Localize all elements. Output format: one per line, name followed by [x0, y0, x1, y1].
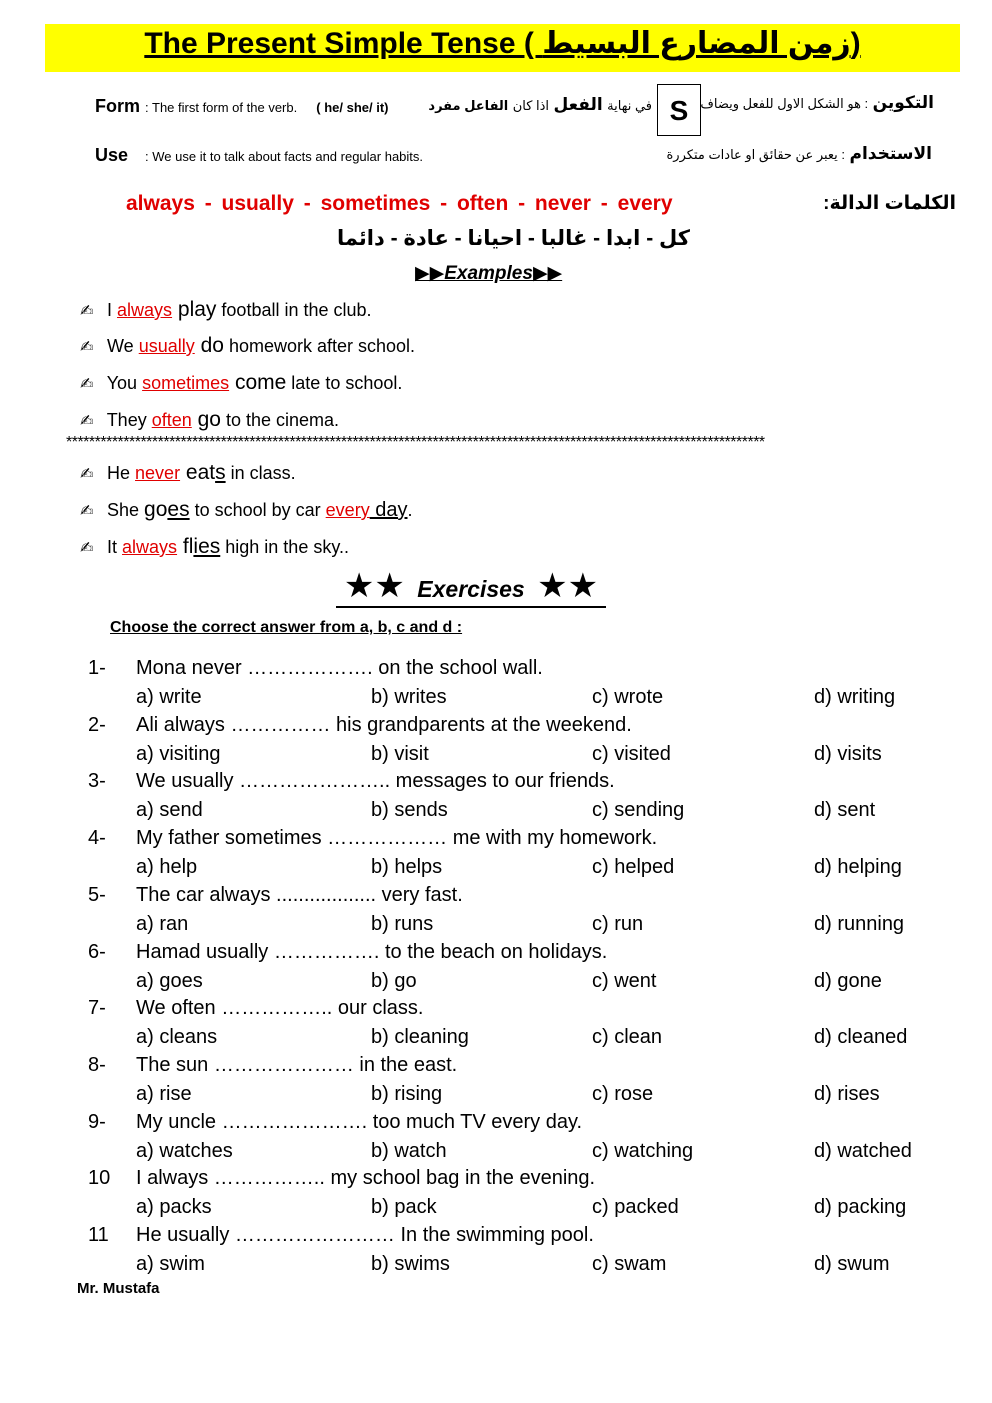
example-tail: day — [369, 499, 408, 521]
question-number: 7- — [88, 997, 106, 1019]
example-verb: do — [194, 334, 224, 357]
question-text: The sun ………………… in the east. — [136, 1054, 458, 1076]
example-3 — [80, 371, 402, 395]
example-post: homework after school. — [223, 336, 416, 356]
ar-cond-2: الفعل — [553, 95, 603, 114]
question-number: 6- — [88, 941, 106, 963]
use-row-ar — [660, 144, 932, 164]
option-a[interactable]: a) goes — [136, 970, 203, 992]
writing-hand-icon: ✍ — [80, 303, 94, 320]
example-pre: You — [106, 373, 143, 393]
option-a[interactable]: a) send — [136, 799, 203, 821]
examples-heading: ▶▶Examples▶▶ — [415, 263, 563, 284]
option-d[interactable]: d) packing — [814, 1196, 907, 1218]
example-verb: go — [144, 498, 168, 521]
example-suffix: s — [215, 461, 226, 484]
signal-words-en: always - usually - sometimes - often - never - every — [126, 192, 673, 215]
example-verb: go — [191, 408, 221, 431]
option-c[interactable]: c) packed — [592, 1196, 679, 1218]
writing-hand-icon: ✍ — [80, 466, 94, 483]
example-keyword: never — [135, 463, 181, 483]
question-text: My uncle …………………. too much TV every day. — [136, 1111, 583, 1133]
form-pronouns: ( he/ she/ it) — [316, 100, 389, 115]
question-number: 2- — [88, 714, 106, 736]
question-number: 1- — [88, 657, 106, 679]
example-suffix: es — [167, 498, 190, 521]
option-d[interactable]: d) rises — [814, 1083, 880, 1105]
exercises-heading-wrap — [336, 566, 606, 608]
option-d[interactable]: d) swum — [814, 1253, 890, 1275]
option-c[interactable]: c) rose — [592, 1083, 654, 1105]
use-row-en — [95, 145, 423, 166]
example-suffix: ies — [193, 535, 221, 558]
question-number: 9- — [88, 1111, 106, 1133]
writing-hand-icon: ✍ — [80, 413, 94, 430]
option-a[interactable]: a) help — [136, 856, 198, 878]
example-keyword: always — [122, 537, 178, 557]
question-text: He usually …………………… In the swimming pool. — [136, 1224, 594, 1246]
option-d[interactable]: d) sent — [814, 799, 876, 821]
separator-line: ************************************************************************************************************************** — [66, 434, 765, 451]
option-a[interactable]: a) swim — [136, 1253, 205, 1275]
question-number: 4- — [88, 827, 106, 849]
question-number: 5- — [88, 884, 106, 906]
option-c[interactable]: c) sending — [592, 799, 685, 821]
writing-hand-icon: ✍ — [80, 540, 94, 557]
option-d[interactable]: d) visits — [814, 743, 882, 765]
option-b[interactable]: b) helps — [371, 856, 443, 878]
example-post: in class. — [225, 463, 296, 483]
use-ar-text: : يعبر عن حقائق او عادات متكررة — [666, 147, 846, 162]
option-c[interactable]: c) watching — [592, 1140, 694, 1162]
option-d[interactable]: d) running — [814, 913, 905, 935]
example-verb: eat — [180, 461, 216, 484]
option-a[interactable]: a) cleans — [136, 1026, 218, 1048]
option-b[interactable]: b) swims — [371, 1253, 450, 1275]
example-pre: We — [107, 336, 139, 356]
question-text: We often …………….. our class. — [136, 997, 424, 1019]
option-c[interactable]: c) went — [592, 970, 657, 992]
option-c[interactable]: c) swam — [592, 1253, 667, 1275]
option-b[interactable]: b) runs — [371, 913, 434, 935]
option-b[interactable]: b) rising — [371, 1083, 443, 1105]
question-text: Hamad usually ……………. to the beach on holidays. — [136, 941, 608, 963]
option-c[interactable]: c) run — [592, 913, 644, 935]
page-title: The Present Simple Tense ( زمن المضارع البسيط) — [144, 27, 861, 60]
example-7 — [80, 535, 349, 559]
option-c[interactable]: c) clean — [592, 1026, 663, 1048]
signal-words-ar: كل - ابدا - غالبا - احيانا - عادة - دائما — [336, 227, 690, 250]
form-row-ar-condition — [428, 95, 652, 115]
author: Mr. Mustafa — [77, 1280, 160, 1297]
form-row-ar — [700, 93, 934, 113]
s-letter-box: S — [657, 84, 701, 136]
question-number: 10 — [88, 1167, 111, 1189]
example-5 — [80, 461, 296, 485]
example-verb: come — [229, 371, 287, 394]
option-d[interactable]: d) cleaned — [814, 1026, 908, 1048]
question-number: 3- — [88, 770, 106, 792]
example-1 — [80, 298, 372, 322]
question-text: I always …………….. my school bag in the evening. — [136, 1167, 596, 1189]
example-keyword: always — [117, 300, 173, 320]
option-d[interactable]: d) writing — [814, 686, 896, 708]
option-a[interactable]: a) rise — [136, 1083, 192, 1105]
form-row-en — [95, 96, 388, 117]
writing-hand-icon: ✍ — [80, 503, 94, 520]
example-post: high in the sky.. — [220, 537, 349, 557]
option-c[interactable]: c) wrote — [592, 686, 664, 708]
example-verb: fl — [177, 535, 194, 558]
star-icon: ★★ — [537, 567, 599, 605]
option-a[interactable]: a) visiting — [136, 743, 221, 765]
option-d[interactable]: d) helping — [814, 856, 902, 878]
form-text: : The first form of the verb. — [145, 100, 298, 115]
option-a[interactable]: a) packs — [136, 1196, 212, 1218]
use-label: Use — [95, 145, 129, 165]
example-keyword: often — [151, 410, 192, 430]
question-text: Mona never ………………. on the school wall. — [136, 657, 543, 679]
ar-cond-4: الفاعل مفرد — [428, 98, 509, 113]
example-pre: She — [107, 500, 145, 520]
form-label: Form — [95, 96, 140, 116]
option-a[interactable]: a) watches — [136, 1140, 233, 1162]
option-c[interactable]: c) helped — [592, 856, 675, 878]
exercises-heading: Exercises — [417, 576, 525, 602]
example-pre: I — [107, 300, 118, 320]
star-icon: ★★ — [343, 567, 405, 605]
option-a[interactable]: a) ran — [136, 913, 189, 935]
option-b[interactable]: b) go — [371, 970, 417, 992]
option-b[interactable]: b) cleaning — [371, 1026, 469, 1048]
example-post: late to school. — [286, 373, 403, 393]
example-pre: He — [107, 463, 136, 483]
example-keyword: sometimes — [142, 373, 230, 393]
question-text: My father sometimes ……………… me with my homework. — [136, 827, 658, 849]
example-post: to school by car — [189, 500, 326, 520]
writing-hand-icon: ✍ — [80, 376, 94, 393]
instruction: Choose the correct answer from a, b, c and d : — [110, 619, 463, 636]
ar-cond-3: اذا كان — [512, 98, 550, 113]
use-ar-label: الاستخدام — [849, 144, 932, 163]
form-ar-label: التكوين — [872, 93, 934, 112]
question-text: The car always .................. very fast. — [136, 884, 463, 906]
example-2 — [80, 334, 415, 358]
use-text: : We use it to talk about facts and regular habits. — [145, 149, 424, 164]
example-end: . — [407, 500, 413, 520]
example-post: football in the club. — [216, 300, 372, 320]
example-6 — [80, 498, 413, 522]
example-pre: They — [106, 410, 152, 430]
option-d[interactable]: d) watched — [814, 1140, 912, 1162]
option-b[interactable]: b) visit — [371, 743, 429, 765]
example-keyword: every — [325, 500, 370, 520]
example-pre: It — [107, 537, 123, 557]
example-keyword: usually — [138, 336, 195, 356]
example-verb: play — [172, 298, 217, 321]
writing-hand-icon: ✍ — [80, 339, 94, 356]
option-d[interactable]: d) gone — [814, 970, 882, 992]
option-a[interactable]: a) write — [136, 686, 202, 708]
option-b[interactable]: b) watch — [371, 1140, 447, 1162]
question-number: 8- — [88, 1054, 106, 1076]
signal-ar-label: الكلمات الدالة: — [823, 193, 956, 214]
form-ar-text: : هو الشكل الاول للفعل ويضاف — [700, 96, 869, 111]
example-post: to the cinema. — [220, 410, 340, 430]
ar-cond-1: في نهاية — [607, 98, 652, 113]
option-b[interactable]: b) writes — [371, 686, 447, 708]
question-text: Ali always …………… his grandparents at the weekend. — [136, 714, 632, 736]
option-b[interactable]: b) pack — [371, 1196, 437, 1218]
option-c[interactable]: c) visited — [592, 743, 671, 765]
question-text: We usually ………………….. messages to our friends. — [136, 770, 615, 792]
option-b[interactable]: b) sends — [371, 799, 448, 821]
question-number: 11 — [88, 1224, 109, 1246]
example-4 — [80, 408, 339, 432]
